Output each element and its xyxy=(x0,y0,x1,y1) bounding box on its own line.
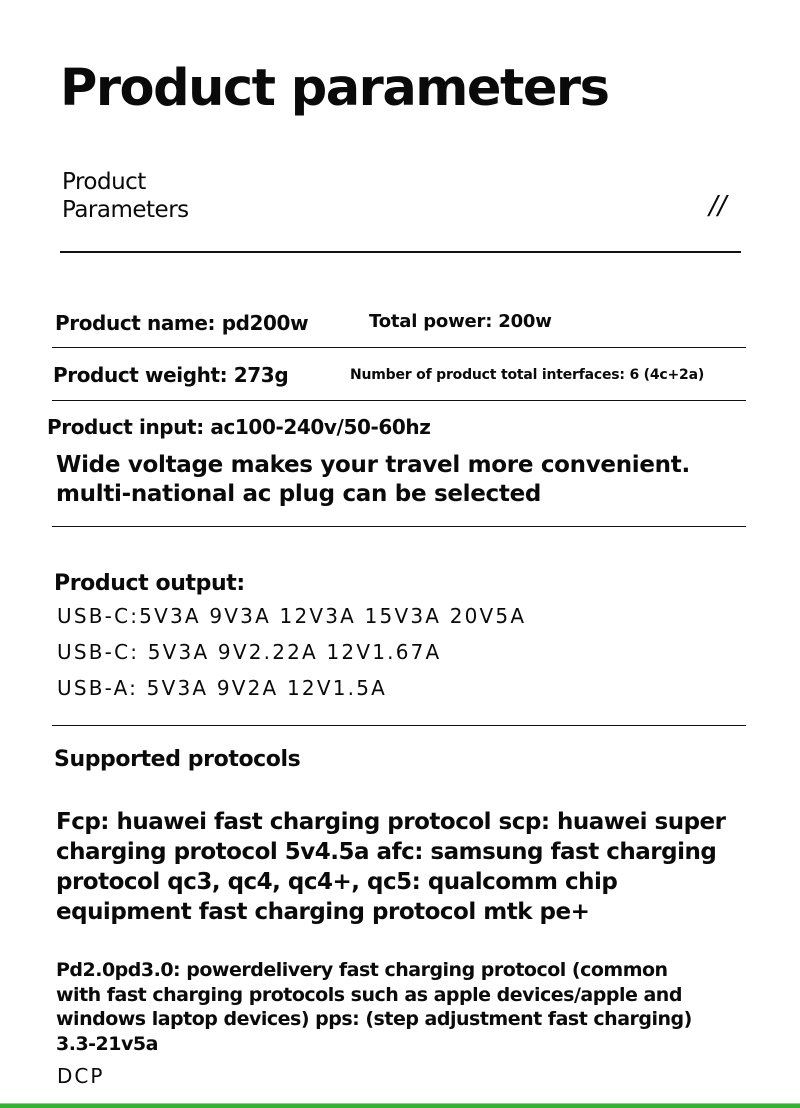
input-note-line-1: Wide voltage makes your travel more convenient. xyxy=(56,452,690,478)
protocols-paragraph-1: Fcp: huawei fast charging protocol scp: huawei super charging protocol 5v4.5a afc: samsung fast charging protocol qc3, qc4, qc4+, qc5: qualcomm chip equipment fast charging protocol mtk pe+ xyxy=(56,809,726,925)
interface-count: Number of product total interfaces: 6 (4c+2a) xyxy=(350,367,705,383)
protocols-heading: Supported protocols xyxy=(54,747,301,772)
product-name: Product name: pd200w xyxy=(55,311,309,335)
divider-4 xyxy=(52,725,746,726)
product-weight: Product weight: 273g xyxy=(53,363,289,387)
header-divider xyxy=(60,251,741,253)
total-power: Total power: 200w xyxy=(369,311,552,332)
double-slash-decoration: // xyxy=(709,191,727,221)
bottom-accent-bar xyxy=(0,1103,800,1108)
input-note-line-2: multi-national ac plug can be selected xyxy=(56,481,542,507)
protocols-paragraph-2: Pd2.0pd3.0: powerdelivery fast charging protocol (common with fast charging protocols such as apple devices/apple and windows laptop devices) pps: (step adjustment fast charging) 3.3-21v5a xyxy=(56,959,692,1055)
output-heading: Product output: xyxy=(54,571,245,596)
divider-3 xyxy=(52,526,746,527)
output-line-usbc-1: USB-C:5V3A 9V3A 12V3A 15V3A 20V5A xyxy=(57,604,527,628)
section-subtitle xyxy=(62,168,189,224)
output-line-usbc-2: USB-C: 5V3A 9V2.22A 12V1.67A xyxy=(57,640,442,664)
product-input: Product input: ac100-240v/50-60hz xyxy=(47,415,431,439)
protocol-dcp: DCP xyxy=(57,1064,105,1088)
output-line-usba: USB-A: 5V3A 9V2A 12V1.5A xyxy=(57,676,388,700)
divider-2 xyxy=(52,400,746,401)
subtitle-line-2: Parameters xyxy=(62,197,189,223)
page-title: Product parameters xyxy=(60,59,609,118)
subtitle-line-1: Product xyxy=(62,169,146,195)
divider-1 xyxy=(52,347,746,348)
